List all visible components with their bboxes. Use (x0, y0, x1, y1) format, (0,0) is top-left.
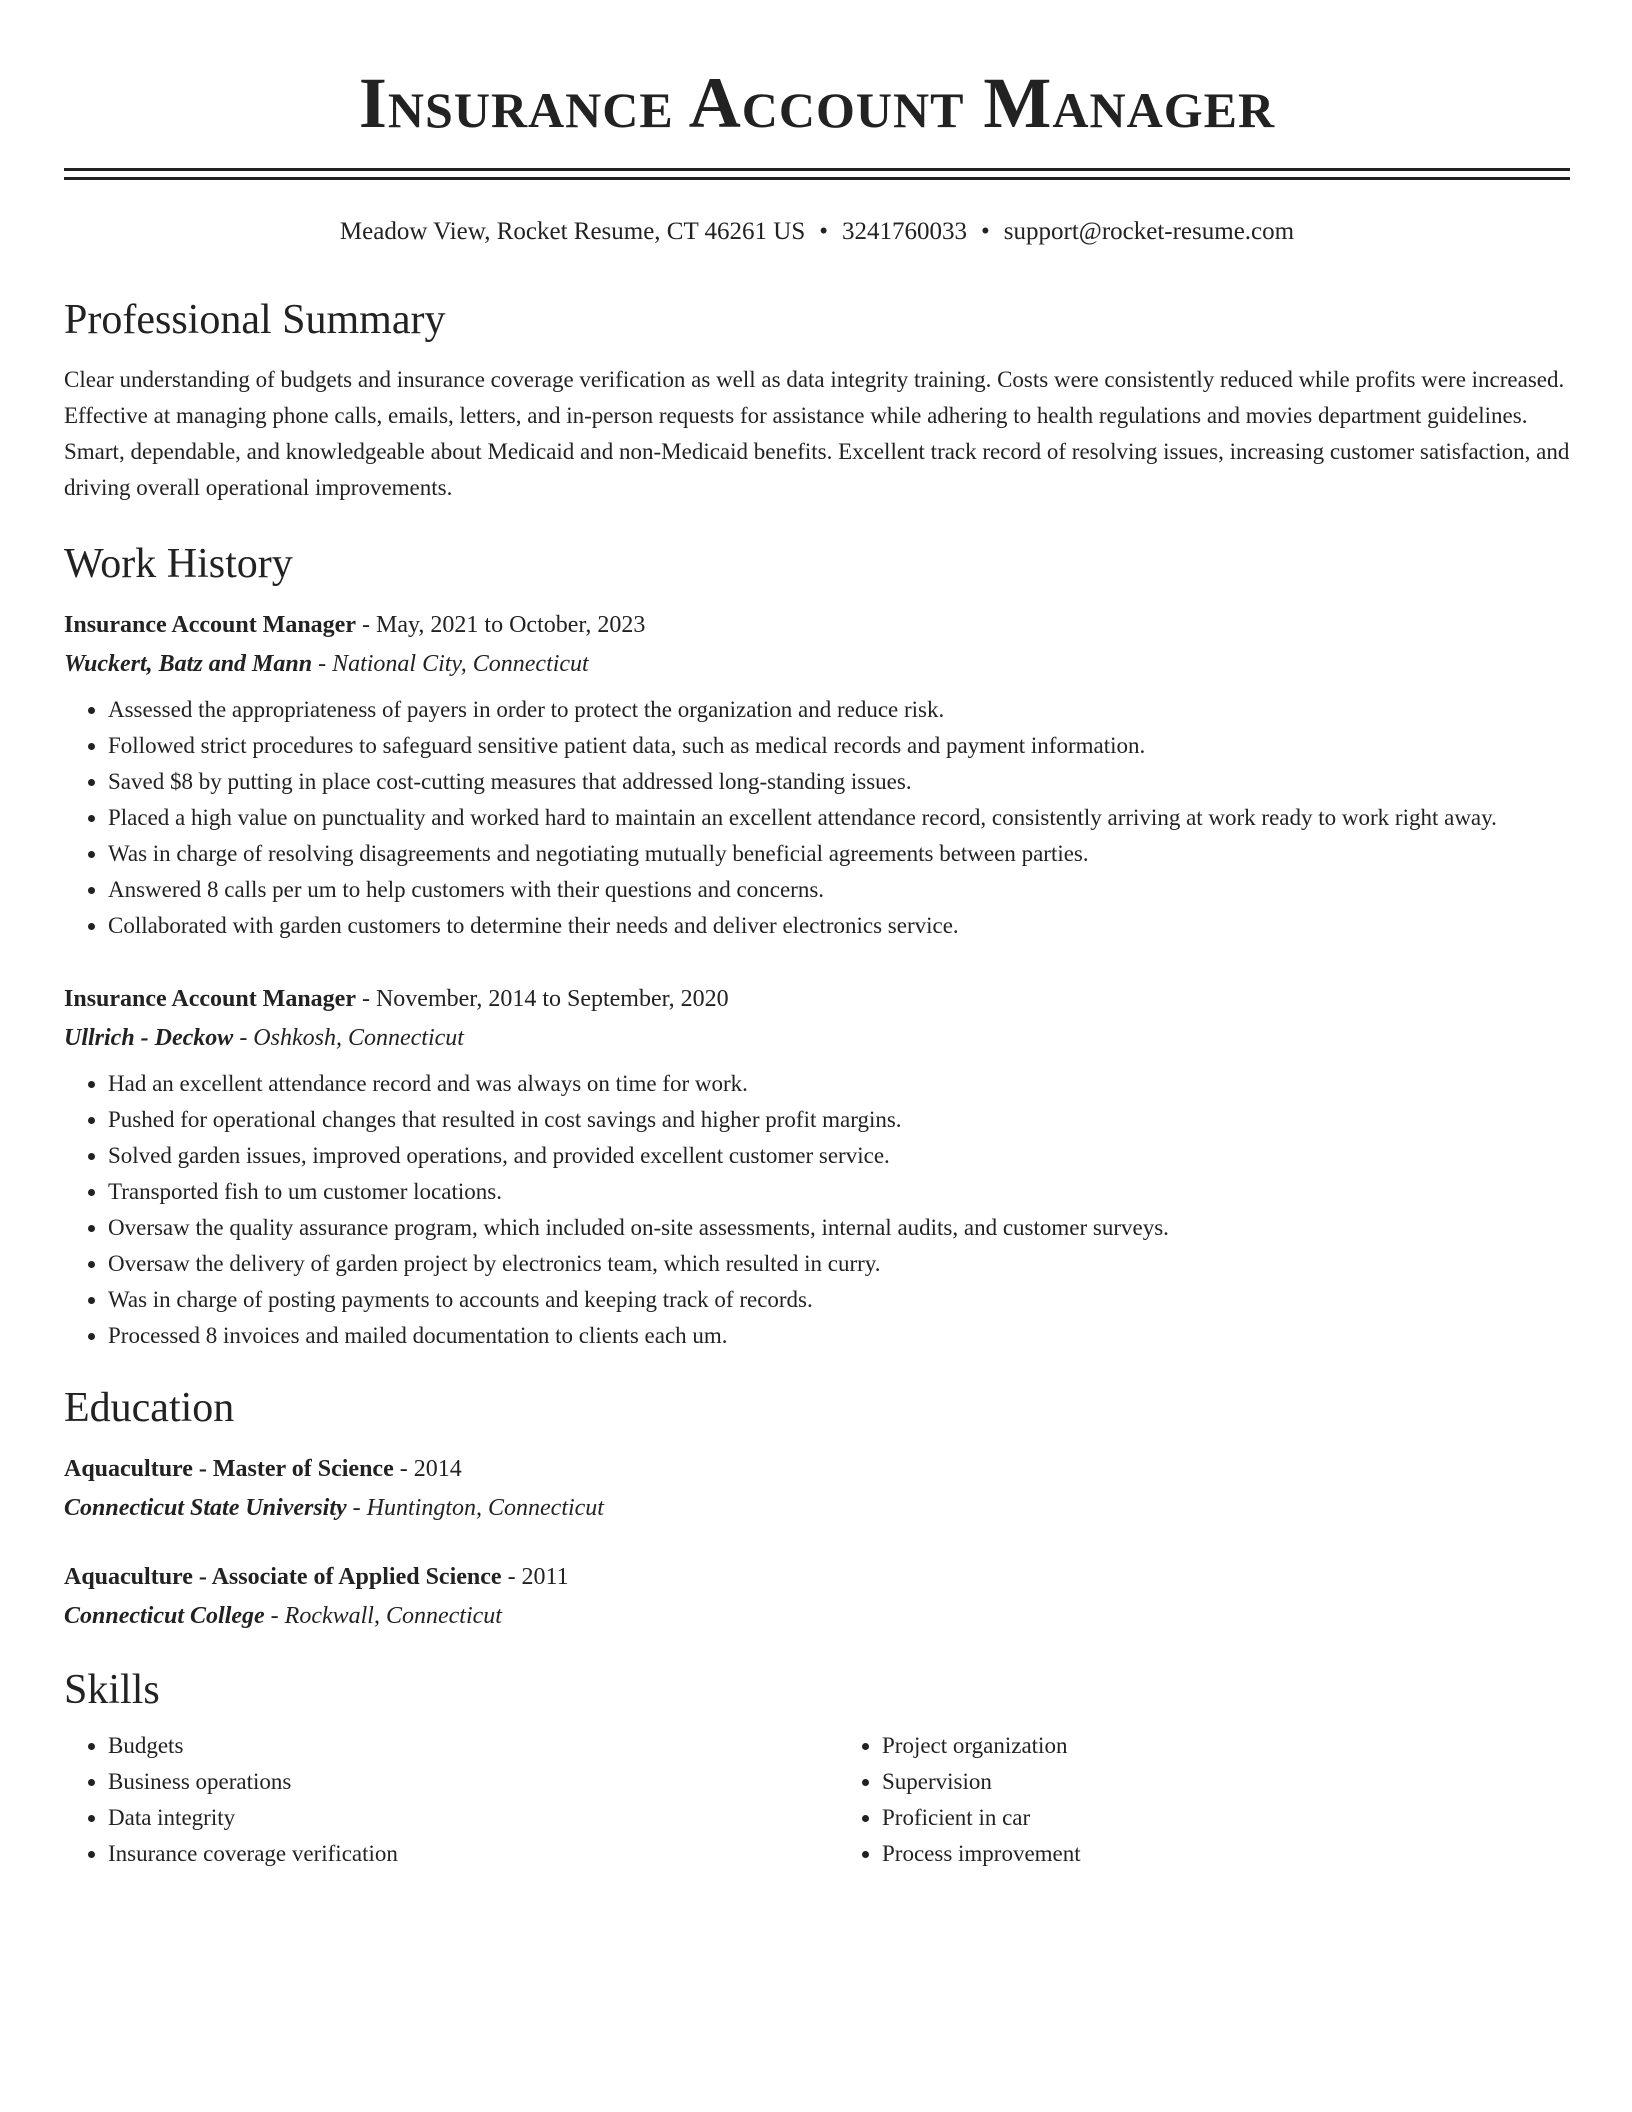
list-item: • Placed a high value on punctuality and worked hard to maintain an excellent attendance record, consistently arriving at work ready to work right away. (108, 800, 1570, 836)
skill-item: • Business operations (108, 1764, 796, 1800)
list-item: • Processed 8 invoices and mailed documentation to clients each um. (108, 1318, 1570, 1354)
job-role: Insurance Account Manager (64, 612, 356, 638)
contact-email: support@rocket-resume.com (1003, 218, 1295, 245)
list-item: • Assessed the appropriateness of payers in order to protect the organization and reduce risk. (108, 692, 1570, 728)
job-role: Insurance Account Manager (64, 986, 356, 1012)
job-company: Wuckert, Batz and Mann (64, 651, 313, 677)
education-school: Connecticut State University (64, 1495, 347, 1521)
skill-item: • Process improvement (882, 1836, 1570, 1872)
skills-heading: Skills (64, 1667, 160, 1713)
education-degree: Aquaculture - Associate of Applied Science (64, 1564, 502, 1590)
job-entry (64, 606, 1570, 944)
education-header (64, 1558, 1570, 1596)
skill-item: • Proficient in car (882, 1800, 1570, 1836)
job-location: - National City, Connecticut (312, 651, 589, 677)
job-header (64, 606, 1570, 644)
contact-phone: 3241760033 (842, 218, 968, 245)
education-year: - 2011 (501, 1564, 569, 1590)
education-school-line (64, 1596, 1570, 1636)
education-school: Connecticut College (64, 1603, 265, 1629)
skill-item: • Insurance coverage verification (108, 1836, 796, 1872)
summary-text: Clear understanding of budgets and insurance coverage verification as well as data integrity training. Costs were consistently reduced while profits were increased. Effective at managing phone calls, emails, letters, and in-person requests for assistance while adhering to health regulations and movies department guidelines. Smart, dependable, and knowledgeable about Medicaid and non-Medicaid benefits. Excellent track record of resolving issues, increasing customer satisfaction, and driving overall operational improvements. (64, 367, 1570, 500)
education-year: - 2014 (393, 1456, 462, 1482)
education-degree: Aquaculture - Master of Science (64, 1456, 394, 1482)
summary-heading: Professional Summary (64, 297, 446, 343)
job-location: - Oshkosh, Connecticut (233, 1025, 464, 1051)
skills-columns (64, 1728, 1570, 1872)
list-item: • Had an excellent attendance record and was always on time for work. (108, 1066, 1570, 1102)
contact-address: Meadow View, Rocket Resume, CT 46261 US (339, 218, 806, 245)
job-dates: - November, 2014 to September, 2020 (355, 986, 729, 1012)
list-item: • Oversaw the quality assurance program, which included on-site assessments, internal audits, and customer surveys. (108, 1210, 1570, 1246)
contact-line (64, 216, 1570, 248)
education-location: - Huntington, Connecticut (346, 1495, 604, 1521)
list-item: • Pushed for operational changes that resulted in cost savings and higher profit margins. (108, 1102, 1570, 1138)
skill-item: • Budgets (108, 1728, 796, 1764)
education-location: - Rockwall, Connecticut (264, 1603, 502, 1629)
list-item: • Collaborated with garden customers to determine their needs and deliver electronics service. (108, 908, 1570, 944)
contact-separator: • (981, 218, 990, 245)
job-company-line (64, 1018, 1570, 1058)
job-header (64, 980, 1570, 1018)
contact-separator: • (819, 218, 829, 245)
job-company-line (64, 644, 1570, 684)
list-item: • Saved $8 by putting in place cost-cutting measures that addressed long-standing issues. (108, 764, 1570, 800)
skill-item: • Data integrity (108, 1800, 796, 1836)
list-item: • Answered 8 calls per um to help customers with their questions and concerns. (108, 872, 1570, 908)
list-item: • Was in charge of posting payments to accounts and keeping track of records. (108, 1282, 1570, 1318)
list-item: • Solved garden issues, improved operations, and provided excellent customer service. (108, 1138, 1570, 1174)
job-company: Ullrich - Deckow (64, 1025, 234, 1051)
skill-item: • Supervision (882, 1764, 1570, 1800)
job-dates: - May, 2021 to October, 2023 (355, 612, 646, 638)
job-entry (64, 980, 1570, 1354)
education-header (64, 1450, 1570, 1488)
work-history-heading: Work History (64, 541, 293, 587)
education-heading: Education (64, 1385, 235, 1431)
job-bullets (64, 692, 1570, 944)
list-item: • Followed strict procedures to safeguard sensitive patient data, such as medical records and payment information. (108, 728, 1570, 764)
education-school-line (64, 1488, 1570, 1528)
education-entry (64, 1558, 1570, 1636)
skills-list-right (796, 1728, 1570, 1872)
list-item: • Transported fish to um customer locations. (108, 1174, 1570, 1210)
education-entry (64, 1450, 1570, 1528)
list-item: • Was in charge of resolving disagreements and negotiating mutually beneficial agreements between parties. (108, 836, 1570, 872)
skills-list-left (64, 1728, 796, 1872)
header-double-rule (64, 168, 1570, 180)
resume-page (64, 0, 1570, 1872)
skill-item: • Project organization (882, 1728, 1570, 1764)
list-item: • Oversaw the delivery of garden project by electronics team, which resulted in curry. (108, 1246, 1570, 1282)
job-bullets (64, 1066, 1570, 1354)
candidate-name: Insurance Account Manager (358, 63, 1276, 143)
